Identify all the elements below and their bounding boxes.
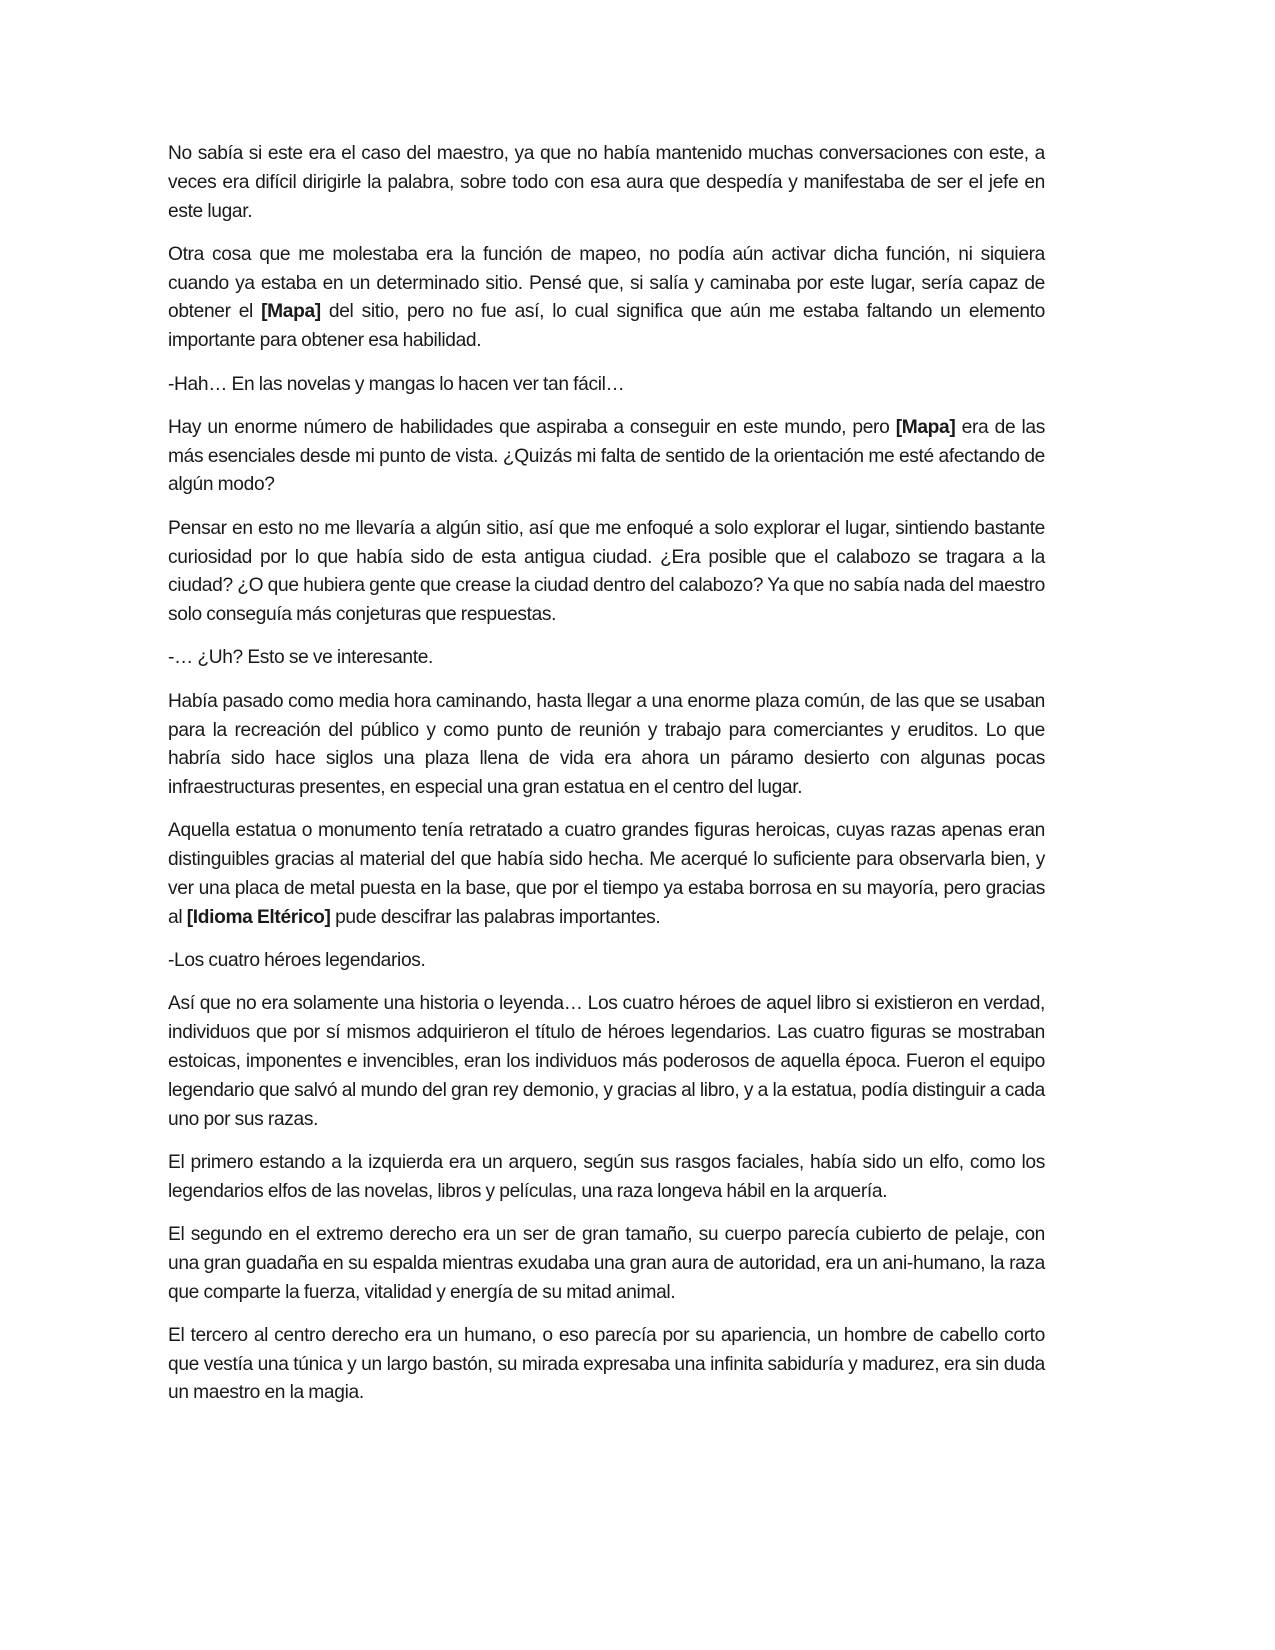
paragraph [168,1149,1045,1207]
paragraph [168,947,1045,976]
bold-term: [Idioma Eltérico] [186,906,331,928]
paragraph [168,1322,1045,1408]
document-page [168,140,1045,1423]
text-run: -… ¿Uh? Esto se ve interesante. [168,647,433,669]
paragraph [168,515,1045,630]
paragraph [168,371,1045,400]
paragraph [168,644,1045,673]
bold-term: [Mapa] [261,301,321,323]
text-run: No sabía si este era el caso del maestro, ya que no había mantenido muchas conversaciones con este, a veces era difícil dirigirle la palabra, sobre todo con esa aura que despedía y manifestaba de ser el jefe en este lugar. [168,143,1045,222]
paragraph [168,140,1045,226]
text-run: -Los cuatro héroes legendarios. [168,950,426,972]
text-run: Hay un enorme número de habilidades que aspiraba a conseguir en este mundo, pero [168,416,896,438]
text-run: era de las más esenciales desde mi punto de vista. ¿Quizás mi falta de sentido de la orientación me esté afectando de algún modo? [168,416,1046,496]
bold-term: [Mapa] [895,416,956,438]
text-run: Así que no era solamente una historia o leyenda… Los cuatro héroes de aquel libro si existieron en verdad, individuos que por sí mismos adquirieron el título de héroes legendarios. Las cuatro figuras se mostraban estoicas, imponentes e invencibles, eran los individuos más poderosos de aquella época. Fueron el equipo legendario que salvó al mundo del gran rey demonio, y gracias al libro, y a la estatua, podía distinguir a cada uno por sus razas. [168,993,1045,1130]
text-run: -Hah… En las novelas y mangas lo hacen ver tan fácil… [168,373,625,395]
text-run: El tercero al centro derecho era un humano, o eso parecía por su apariencia, un hombre de cabello corto que vestía una túnica y un largo bastón, su mirada expresaba una infinita sabiduría y madurez, era sin duda un maestro en la magia. [168,1324,1045,1404]
text-run: El segundo en el extremo derecho era un ser de gran tamaño, su cuerpo parecía cubierto de pelaje, con una gran guadaña en su espalda mientras exudaba una gran aura de autoridad, era un ani-humano, la raza que comparte la fuerza, vitalidad y energía de su mitad animal. [168,1224,1045,1303]
text-run: del sitio, pero no fue así, lo cual significa que aún me estaba faltando un elemento importante para obtener esa habilidad. [168,301,1046,352]
paragraph [168,817,1045,932]
text-run: Pensar en esto no me llevaría a algún sitio, así que me enfoqué a solo explorar el lugar, sintiendo bastante curiosidad por lo que había sido de esta antigua ciudad. ¿Era posible que el calabozo se tragara a la ciudad? ¿O que hubiera gente que crease la ciudad dentro del calabozo? Ya que no sabía nada del maestro solo conseguía más conjeturas que respuestas. [168,517,1045,626]
text-run: pude descifrar las palabras importantes. [330,906,661,928]
paragraph [168,990,1045,1134]
text-run: Había pasado como media hora caminando, hasta llegar a una enorme plaza común, de las que se usaban para la recreación del público y como punto de reunión y trabajo para comerciantes y eruditos. Lo que habría sido hace siglos una plaza llena de vida era ahora un páramo desierto con algunas pocas infraestructuras presentes, en especial una gran estatua en el centro del lugar. [168,690,1045,799]
text-run: El primero estando a la izquierda era un arquero, según sus rasgos faciales, había sido un elfo, como los legendarios elfos de las novelas, libros y películas, una raza longeva hábil en la arquería. [168,1151,1045,1202]
paragraph [168,688,1045,803]
text-run: Otra cosa que me molestaba era la función de mapeo, no podía aún activar dicha función, ni siquiera cuando ya estaba en un determinado sitio. Pensé que, si salía y caminaba por este lugar, sería capaz de obtener el [168,243,1045,323]
paragraph [168,1221,1045,1307]
text-run: Aquella estatua o monumento tenía retratado a cuatro grandes figuras heroicas, cuyas razas apenas eran distinguibles gracias al material del que había sido hecha. Me acerqué lo suficiente para observarla bien, y ver una placa de metal puesta en la base, que por el tiempo ya estaba borrosa en su mayoría, pero gracias al [168,820,1045,928]
paragraph [168,414,1045,500]
paragraph [168,241,1045,356]
